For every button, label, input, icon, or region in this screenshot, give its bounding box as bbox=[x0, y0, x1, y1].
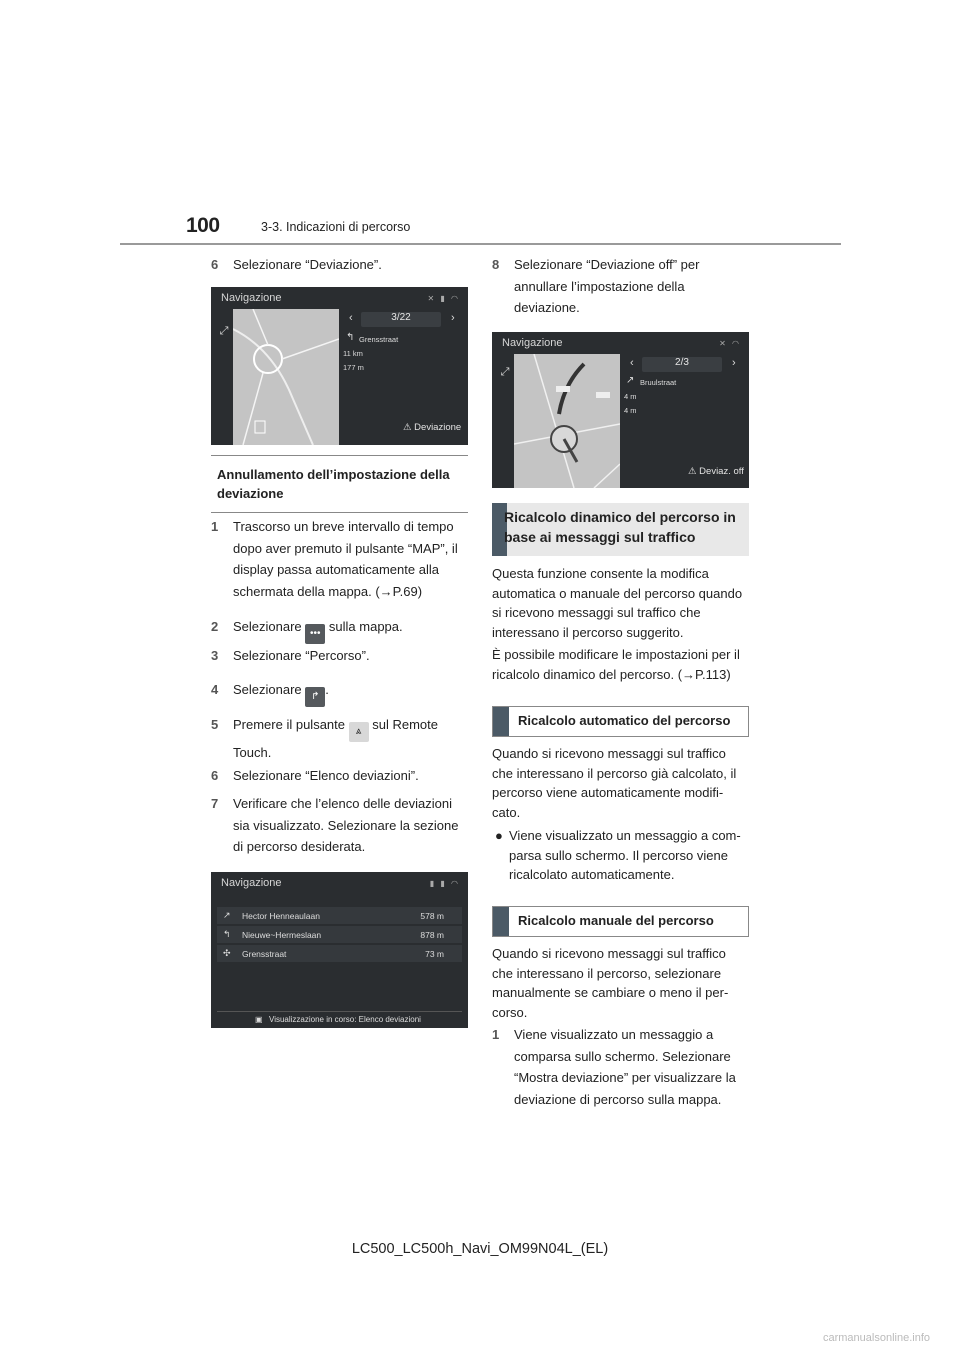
street-name: Grensstraat bbox=[359, 335, 399, 344]
step-3 bbox=[211, 645, 466, 667]
heading-text: Annullamento dell’impostazione della deviazione bbox=[217, 467, 450, 501]
status-icons: ✕ ▮ ◠ bbox=[427, 294, 460, 303]
paragraph-settings: È possibile modificare le impostazioni per il ricalcolo dinamico del percorso. (→P.113) bbox=[492, 647, 740, 682]
deviation-off-label: Deviaz. off bbox=[699, 466, 744, 477]
screen-footer-text: Visualizzazione in corso: Elenco deviazioni bbox=[269, 1015, 421, 1024]
step-text: Selezionare bbox=[233, 619, 302, 634]
turn-icon: ↰ bbox=[346, 332, 355, 343]
pager: 2/3 bbox=[642, 357, 722, 372]
paragraph-intro: Questa funzione consente la modifica automatica o manuale del percorso quando si ricevono messaggi sul traffico che interessano il percorso suggerito. bbox=[492, 566, 743, 640]
heading-text: Ricalcolo dinamico del percorso in base ai messaggi sul traffico bbox=[504, 509, 736, 545]
step-text: Premere il pulsante bbox=[233, 717, 345, 732]
step-number: 4 bbox=[211, 682, 219, 697]
distance-2: 177 m bbox=[343, 363, 364, 372]
step-number: 5 bbox=[211, 717, 219, 732]
step-number: 8 bbox=[492, 257, 500, 272]
header-rule bbox=[120, 243, 841, 245]
distance-2: 4 m bbox=[624, 406, 637, 415]
heading-bar bbox=[493, 907, 509, 936]
navi-button-icon: ⩓ bbox=[349, 722, 369, 742]
step-text-end: . bbox=[325, 682, 329, 697]
paragraph-manual: Quando si ricevono messaggi sul traffico che interessano il percorso, selezionare manualmente se cambiare o meno il per-corso. bbox=[492, 946, 729, 1020]
expand-icon: ⤢ bbox=[219, 325, 229, 337]
step-number: 7 bbox=[211, 796, 219, 811]
heading-manual-reroute bbox=[492, 906, 749, 937]
step-text: Selezionare “Elenco deviazioni”. bbox=[233, 768, 419, 783]
prev-arrow-icon[interactable]: ‹ bbox=[349, 312, 353, 324]
screenshot-deviation-off bbox=[492, 332, 749, 488]
next-arrow-icon[interactable]: › bbox=[732, 357, 736, 369]
deviation-button-label: Deviazione bbox=[414, 422, 462, 433]
paragraph-auto: Quando si ricevono messaggi sul traffico che interessano il percorso già calcolato, il percorso viene automaticamente modifi-cato. bbox=[492, 746, 737, 820]
step-1-manual bbox=[492, 1024, 747, 1110]
status-icons: ▮ ▮ ◠ bbox=[429, 879, 460, 888]
heading-bar bbox=[493, 707, 509, 736]
step-5 bbox=[211, 714, 466, 764]
screen-title: Navigazione bbox=[221, 877, 282, 889]
route-segment-name: Hector Henneaulaan bbox=[242, 911, 320, 921]
screenshot-navigation-deviation bbox=[211, 287, 468, 445]
turn-icon: ↰ bbox=[223, 929, 231, 939]
turn-icon: ↗ bbox=[223, 910, 231, 920]
next-arrow-icon[interactable]: › bbox=[451, 312, 455, 324]
list-item[interactable] bbox=[217, 926, 462, 943]
bullet-text: Viene visualizzato un messaggio a com-parsa sullo schermo. Il percorso viene ricalcolato automaticamente. bbox=[509, 828, 741, 882]
deviation-off-button[interactable] bbox=[688, 466, 744, 477]
step-text: Selezionare “Deviazione off” per annullare l’impostazione della deviazione. bbox=[514, 257, 700, 315]
heading-text: Ricalcolo manuale del percorso bbox=[518, 913, 714, 928]
heading-text: Ricalcolo automatico del percorso bbox=[518, 713, 731, 728]
step-8 bbox=[492, 254, 737, 319]
expand-icon: ⤢ bbox=[500, 366, 510, 378]
document-code: LC500_LC500h_Navi_OM99N04L_(EL) bbox=[351, 1241, 609, 1257]
step-text: Verificare che l’elenco delle deviazioni sia visualizzato. Selezionare la sezione di percorso desiderata. bbox=[233, 796, 459, 854]
step-2 bbox=[211, 616, 466, 644]
heading-dynamic-reroute bbox=[492, 503, 749, 556]
step-text: Viene visualizzato un messaggio a comparsa sullo schermo. Selezionare “Mostra deviazione” per visualizzare la deviazione di percorso sulla mappa. bbox=[514, 1027, 736, 1107]
step-number: 6 bbox=[211, 768, 219, 783]
step-number: 2 bbox=[211, 619, 219, 634]
map-roads bbox=[514, 354, 620, 488]
route-icon: ↱ bbox=[305, 687, 325, 707]
step-1 bbox=[211, 516, 466, 602]
step-text: Selezionare bbox=[233, 682, 302, 697]
step-text-end: sul Remote Touch. bbox=[233, 717, 438, 760]
step-number: 1 bbox=[211, 519, 219, 534]
status-icons: ✕ ◠ bbox=[719, 339, 741, 348]
prev-arrow-icon[interactable]: ‹ bbox=[630, 357, 634, 369]
screen-title: Navigazione bbox=[502, 337, 563, 349]
more-menu-icon: ••• bbox=[305, 624, 325, 644]
map-area bbox=[233, 309, 339, 445]
step-6 bbox=[211, 765, 466, 787]
step-text: Selezionare “Percorso”. bbox=[233, 648, 370, 663]
heading-auto-reroute bbox=[492, 706, 749, 737]
list-item[interactable] bbox=[217, 945, 462, 962]
step-number: 3 bbox=[211, 648, 219, 663]
pager: 3/22 bbox=[361, 312, 441, 327]
map-roads bbox=[233, 309, 339, 445]
step-4 bbox=[211, 679, 466, 707]
deviation-off-icon: ⚠ bbox=[688, 466, 697, 477]
section-title: 3-3. Indicazioni di percorso bbox=[261, 220, 411, 234]
step-number: 1 bbox=[492, 1027, 500, 1042]
screen-footer bbox=[217, 1011, 462, 1025]
page-number: 100 bbox=[186, 214, 220, 237]
distance-1: 11 km bbox=[343, 349, 363, 358]
step-7 bbox=[211, 793, 466, 858]
deviation-button[interactable] bbox=[403, 422, 461, 433]
street-name: Bruulstraat bbox=[640, 378, 677, 387]
screen-title: Navigazione bbox=[221, 292, 282, 304]
list-icon: ▣ bbox=[255, 1015, 263, 1024]
screenshot-deviation-list bbox=[211, 872, 468, 1028]
turn-icon: ↗ bbox=[626, 375, 635, 386]
step-text: Trascorso un breve intervallo di tempo dopo aver premuto il pulsante “MAP”, il display passa automaticamente alla schermata della mappa. (→P.69) bbox=[233, 519, 458, 599]
route-segment-distance: 578 m bbox=[420, 911, 444, 921]
distance-1: 4 m bbox=[624, 392, 637, 401]
route-segment-name: Grensstraat bbox=[242, 949, 287, 959]
watermark: carmanualsonline.info bbox=[822, 1332, 930, 1344]
step-number: 6 bbox=[211, 257, 219, 272]
step-6-deviazione bbox=[211, 254, 461, 276]
turn-icon: ✣ bbox=[223, 948, 231, 958]
bullet-item bbox=[492, 826, 749, 885]
list-item[interactable] bbox=[217, 907, 462, 924]
deviation-icon: ⚠ bbox=[403, 422, 412, 433]
map-area bbox=[514, 354, 620, 488]
bullet-icon: ● bbox=[495, 828, 503, 843]
step-text: Selezionare “Deviazione”. bbox=[233, 257, 382, 272]
route-segment-distance: 73 m bbox=[425, 949, 444, 959]
route-segment-name: Nieuwe~Hermeslaan bbox=[242, 930, 322, 940]
route-segment-distance: 878 m bbox=[420, 930, 444, 940]
heading-cancel-deviation bbox=[211, 455, 468, 513]
step-text-end: sulla mappa. bbox=[328, 619, 403, 634]
